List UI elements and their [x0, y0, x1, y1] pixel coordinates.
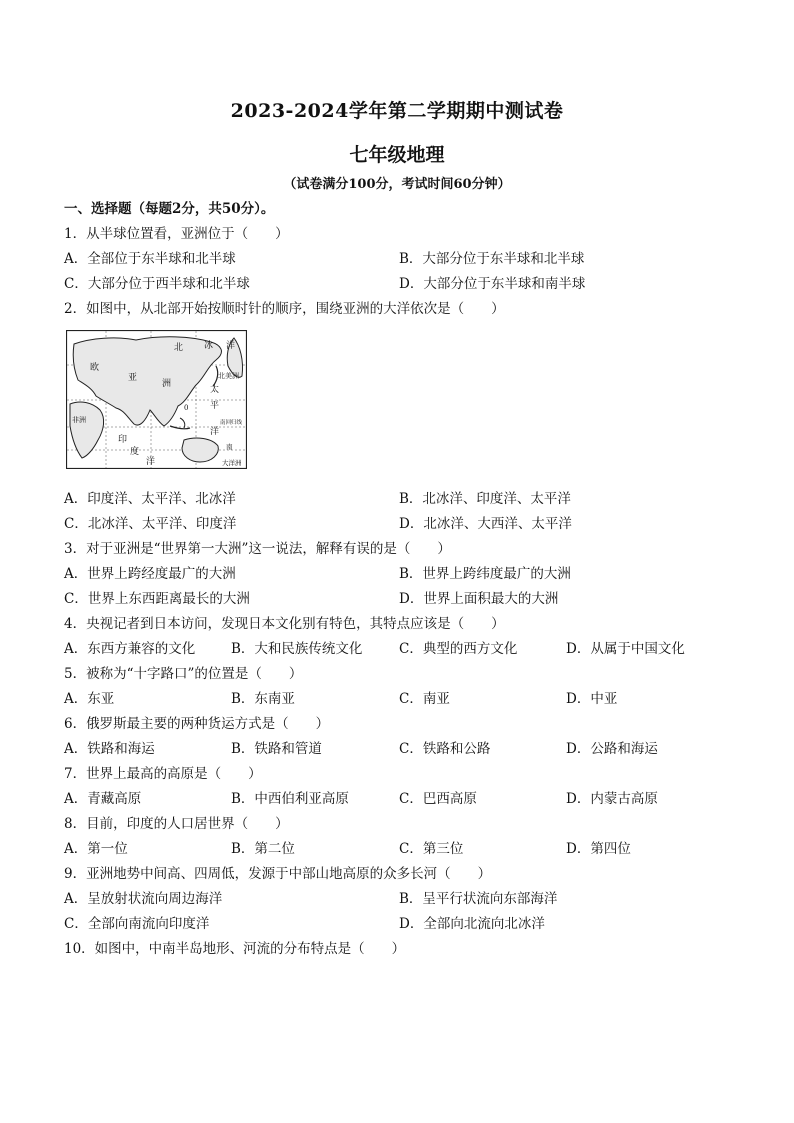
- option-a: A．东西方兼容的文化: [64, 641, 196, 657]
- map-label: 大洋洲: [222, 459, 242, 467]
- option-c: C．南亚: [399, 691, 450, 707]
- option-b: B．大部分位于东半球和北半球: [399, 251, 585, 267]
- map-label: 南回归线: [220, 420, 243, 426]
- option-c: C．全部向南流向印度洋: [64, 916, 210, 932]
- option-c: C．典型的西方文化: [399, 641, 518, 657]
- question-stem: 6．俄罗斯最主要的两种货运方式是（ ）: [64, 716, 330, 732]
- option-d: D．公路和海运: [566, 741, 658, 757]
- map-label: 亚: [128, 373, 138, 383]
- option-a: A．印度洋、太平洋、北冰洋: [64, 491, 236, 507]
- section-heading: 一、选择题（每题2分，共50分）。: [64, 201, 275, 217]
- map-label: 0: [184, 404, 189, 412]
- option-b: B．铁路和管道: [231, 741, 322, 757]
- map-label: 洲: [162, 379, 172, 389]
- map-label: 冰: [204, 341, 214, 351]
- option-c: C．世界上东西距离最长的大洲: [64, 591, 250, 607]
- option-d: D．北冰洋、大西洋、太平洋: [399, 516, 572, 532]
- option-b: B．第二位: [231, 841, 295, 857]
- question-stem: 5．被称为“十字路口”的位置是（ ）: [64, 666, 303, 682]
- question-stem: 10．如图中，中南半岛地形、河流的分布特点是（ ）: [64, 941, 406, 957]
- option-a: A．全部位于东半球和北半球: [64, 251, 236, 267]
- option-b: B．呈平行状流向东部海洋: [399, 891, 558, 907]
- option-a: A．第一位: [64, 841, 128, 857]
- map-label: 印: [118, 435, 128, 445]
- option-d: D．中亚: [566, 691, 618, 707]
- option-c: C．大部分位于西半球和北半球: [64, 276, 250, 292]
- option-b: B．中西伯利亚高原: [231, 791, 349, 807]
- asia-oceans-map: [66, 330, 247, 469]
- map-label: 北: [174, 343, 184, 353]
- option-a: A．东亚: [64, 691, 115, 707]
- option-c: C．北冰洋、太平洋、印度洋: [64, 516, 237, 532]
- option-a: A．青藏高原: [64, 791, 142, 807]
- option-a: A．呈放射状流向周边海洋: [64, 891, 223, 907]
- exam-subtitle: 七年级地理: [349, 144, 445, 166]
- map-label: 平: [210, 401, 220, 411]
- option-d: D．内蒙古高原: [566, 791, 658, 807]
- exam-title: 2023-2024学年第二学期期中测试卷: [230, 100, 564, 122]
- question-stem: 4．央视记者到日本访问，发现日本文化别有特色，其特点应该是（ ）: [64, 616, 505, 632]
- map-label: 北美洲: [218, 372, 239, 380]
- option-a: A．世界上跨经度最广的大洲: [64, 566, 236, 582]
- option-b: B．大和民族传统文化: [231, 641, 363, 657]
- option-b: B．北冰洋、印度洋、太平洋: [399, 491, 571, 507]
- option-b: B．东南亚: [231, 691, 295, 707]
- question-stem: 8．目前，印度的人口居世界（ ）: [64, 816, 289, 832]
- map-label: 洋: [226, 341, 236, 351]
- map-label: 洋: [146, 457, 156, 467]
- map-label: 度: [130, 447, 140, 457]
- question-stem: 2．如图中，从北部开始按顺时针的顺序，围绕亚洲的大洋依次是（ ）: [64, 301, 505, 317]
- map-label: 非洲: [72, 416, 86, 424]
- option-a: A．铁路和海运: [64, 741, 155, 757]
- question-stem: 3．对于亚洲是“世界第一大洲”这一说法，解释有误的是（ ）: [64, 541, 451, 557]
- map-label: 太: [210, 385, 220, 395]
- question-stem: 1．从半球位置看，亚洲位于（ ）: [64, 226, 289, 242]
- option-d: D．大部分位于东半球和南半球: [399, 276, 586, 292]
- option-b: B．世界上跨纬度最广的大洲: [399, 566, 571, 582]
- option-d: D．第四位: [566, 841, 631, 857]
- option-c: C．铁路和公路: [399, 741, 491, 757]
- option-c: C．巴西高原: [399, 791, 477, 807]
- question-stem: 9．亚洲地势中间高、四周低，发源于中部山地高原的众多长河（ ）: [64, 866, 492, 882]
- question-stem: 7．世界上最高的高原是（ ）: [64, 766, 262, 782]
- exam-note: （试卷满分100分，考试时间60分钟）: [283, 177, 511, 192]
- map-label: 欧: [90, 363, 100, 373]
- option-d: D．全部向北流向北冰洋: [399, 916, 545, 932]
- map-label: 洋: [210, 427, 220, 437]
- option-d: D．从属于中国文化: [566, 641, 685, 657]
- option-d: D．世界上面积最大的大洲: [399, 591, 559, 607]
- map-label: 南: [226, 443, 233, 451]
- option-c: C．第三位: [399, 841, 464, 857]
